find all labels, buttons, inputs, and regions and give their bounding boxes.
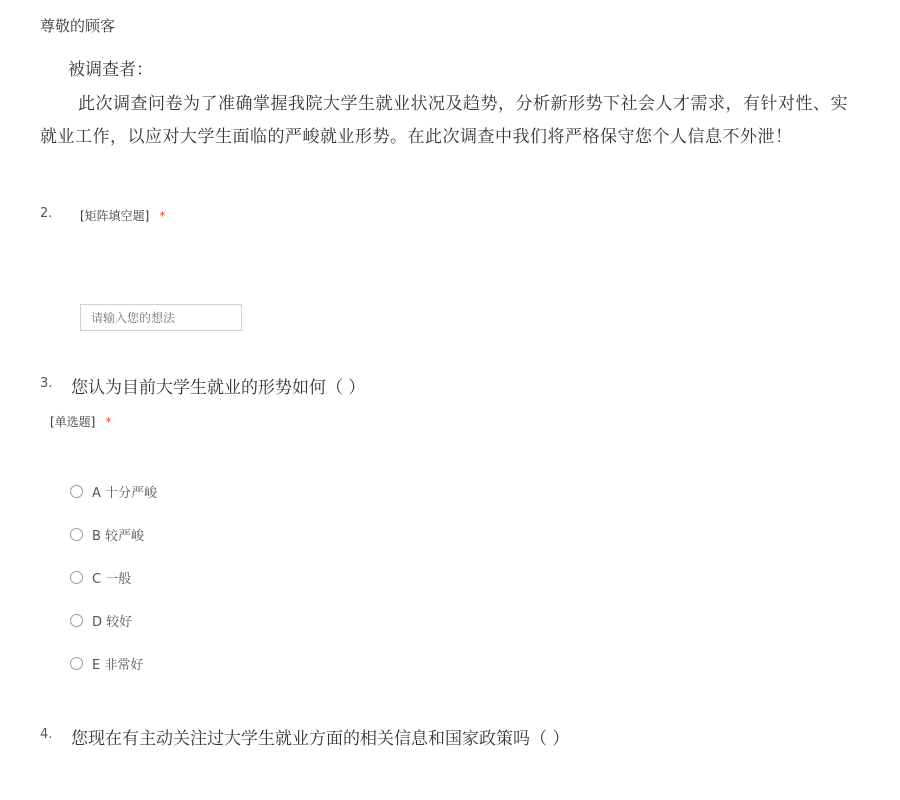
radio-option-label: A 十分严峻 <box>92 486 158 501</box>
survey-greeting: 尊敬的顾客 <box>40 17 116 35</box>
question-4-title: 您现在有主动关注过大学生就业方面的相关信息和国家政策吗（ ） <box>71 729 570 749</box>
survey-intro-line-1: 此次调查问卷为了准确掌握我院大学生就业状况及趋势，分析新形势下社会人才需求，有针对性、实 <box>78 94 848 114</box>
radio-option-d[interactable] <box>70 611 132 630</box>
survey-intro-line-2: 就业工作，以应对大学生面临的严峻就业形势。在此次调查中我们将严格保守您个人信息不外泄！ <box>40 127 793 147</box>
question-3-title: 您认为目前大学生就业的形势如何（ ） <box>71 378 366 398</box>
question-3-type <box>50 413 111 430</box>
radio-option-b[interactable] <box>70 525 144 544</box>
radio-button[interactable] <box>70 614 83 627</box>
question-2-type <box>80 207 165 224</box>
required-mark: * <box>159 209 166 223</box>
radio-option-c[interactable] <box>70 568 131 587</box>
question-4-number: 4. <box>40 727 53 742</box>
radio-option-a[interactable] <box>70 482 157 501</box>
radio-option-label: E 非常好 <box>92 658 144 673</box>
question-2-number: 2. <box>40 206 53 221</box>
question-2-text-input[interactable] <box>80 304 242 331</box>
required-mark: * <box>105 415 112 429</box>
radio-button[interactable] <box>70 485 83 498</box>
radio-button[interactable] <box>70 528 83 541</box>
radio-option-label: B 较严峻 <box>92 529 145 544</box>
radio-option-label: C 一般 <box>92 572 132 587</box>
radio-button[interactable] <box>70 571 83 584</box>
radio-button[interactable] <box>70 657 83 670</box>
radio-option-e[interactable] <box>70 654 143 673</box>
question-type-label: [矩阵填空题] <box>80 209 150 223</box>
question-3-number: 3. <box>40 376 53 391</box>
survey-addressee: 被调查者： <box>68 60 153 80</box>
radio-option-label: D 较好 <box>92 615 133 630</box>
question-type-label: [单选题] <box>50 415 96 429</box>
